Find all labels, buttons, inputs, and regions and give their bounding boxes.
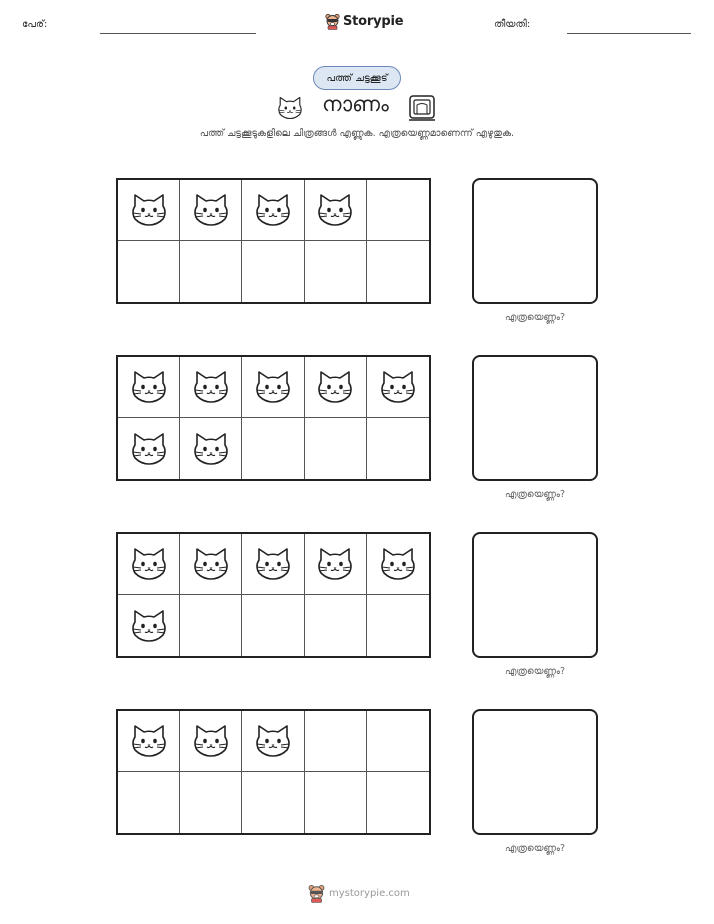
date-line[interactable]	[567, 33, 691, 34]
ten-frame-cell	[118, 418, 180, 479]
brand-name: Storypie	[343, 14, 404, 29]
ten-frame-cell	[242, 357, 304, 418]
ten-frame-cell	[367, 772, 429, 833]
cat-face-icon	[191, 546, 231, 582]
ten-frame	[116, 532, 431, 658]
ten-frame-cell	[305, 711, 367, 772]
ten-frame-cell	[305, 418, 367, 479]
ten-frame-cell	[367, 418, 429, 479]
ten-frame-cell	[118, 180, 180, 241]
cat-face-icon	[129, 192, 169, 228]
ten-frame-cell	[367, 711, 429, 772]
ten-frame-cell	[118, 772, 180, 833]
worksheet-title: നാണം	[322, 92, 389, 116]
ten-frame-cell	[305, 534, 367, 595]
footer-url[interactable]: mystorypie.com	[329, 888, 410, 899]
ten-frame-cell	[367, 241, 429, 302]
ten-frame-cell	[242, 772, 304, 833]
ten-frame-cell	[180, 241, 242, 302]
cat-face-icon	[378, 546, 418, 582]
ten-frame-cell	[242, 418, 304, 479]
ten-frame-cell	[242, 534, 304, 595]
cat-face-icon	[191, 369, 231, 405]
ten-frame-cell	[242, 241, 304, 302]
cat-face-icon	[315, 369, 355, 405]
cat-face-icon	[253, 723, 293, 759]
ten-frame-cell	[367, 180, 429, 241]
ten-frame-cell	[305, 595, 367, 656]
ten-frame-cell	[305, 180, 367, 241]
ten-frame-cell	[118, 357, 180, 418]
cat-face-icon	[129, 546, 169, 582]
answer-box[interactable]	[472, 709, 598, 835]
cat-face-icon	[378, 369, 418, 405]
cat-face-icon	[253, 546, 293, 582]
answer-label: എത്രയെണ്ണം?	[504, 312, 566, 323]
ten-frame-cell	[367, 534, 429, 595]
cat-face-icon	[129, 369, 169, 405]
cat-face-icon	[276, 95, 304, 121]
instructions-text: പത്ത് ചട്ടക്കൂടുകളിലെ ചിത്രങ്ങൾ എണ്ണുക. എത്രയെണ്ണമാണെന്ന് എഴുതുക.	[199, 128, 515, 139]
ten-frame-cell	[118, 241, 180, 302]
ten-frame-cell	[242, 711, 304, 772]
ten-frame-cell	[242, 180, 304, 241]
ten-frame-cell	[118, 595, 180, 656]
name-label: പേര്:	[22, 19, 48, 30]
ten-frame-cell	[367, 357, 429, 418]
answer-label: എത്രയെണ്ണം?	[504, 666, 566, 677]
ten-frame-cell	[305, 241, 367, 302]
date-label: തീയതി:	[494, 19, 531, 30]
name-line[interactable]	[100, 33, 256, 34]
cat-face-icon	[191, 431, 231, 467]
cat-face-icon	[129, 723, 169, 759]
bear-mascot-icon	[325, 13, 340, 30]
topic-badge: പത്ത് ചട്ടക്കൂട്	[313, 66, 401, 90]
title-row	[0, 92, 714, 124]
bear-mascot-icon	[308, 884, 325, 903]
cat-face-icon	[129, 608, 169, 644]
cat-face-icon	[191, 723, 231, 759]
cat-face-icon	[129, 431, 169, 467]
ten-frame-cell	[180, 357, 242, 418]
cat-face-icon	[315, 546, 355, 582]
answer-box[interactable]	[472, 532, 598, 658]
ten-frame-cell	[180, 772, 242, 833]
cat-face-icon	[253, 192, 293, 228]
answer-box[interactable]	[472, 178, 598, 304]
ten-frame-cell	[180, 595, 242, 656]
ten-frame-cell	[305, 357, 367, 418]
answer-label: എത്രയെണ്ണം?	[504, 489, 566, 500]
ten-frame-cell	[242, 595, 304, 656]
ten-frame-cell	[180, 180, 242, 241]
cat-face-icon	[315, 192, 355, 228]
cat-face-icon	[253, 369, 293, 405]
ten-frame	[116, 709, 431, 835]
ten-frame	[116, 178, 431, 304]
ten-frame-cell	[118, 534, 180, 595]
ten-frame-cell	[180, 534, 242, 595]
worksheet-header	[0, 0, 714, 44]
ten-frame-cell	[118, 711, 180, 772]
answer-label: എത്രയെണ്ണം?	[504, 843, 566, 854]
storypie-logo	[325, 13, 403, 30]
ten-frame	[116, 355, 431, 481]
footer	[308, 884, 410, 903]
picture-frame-icon	[407, 94, 437, 122]
ten-frame-cell	[367, 595, 429, 656]
ten-frame-cell	[180, 711, 242, 772]
answer-box[interactable]	[472, 355, 598, 481]
cat-face-icon	[191, 192, 231, 228]
ten-frame-cell	[180, 418, 242, 479]
ten-frame-cell	[305, 772, 367, 833]
